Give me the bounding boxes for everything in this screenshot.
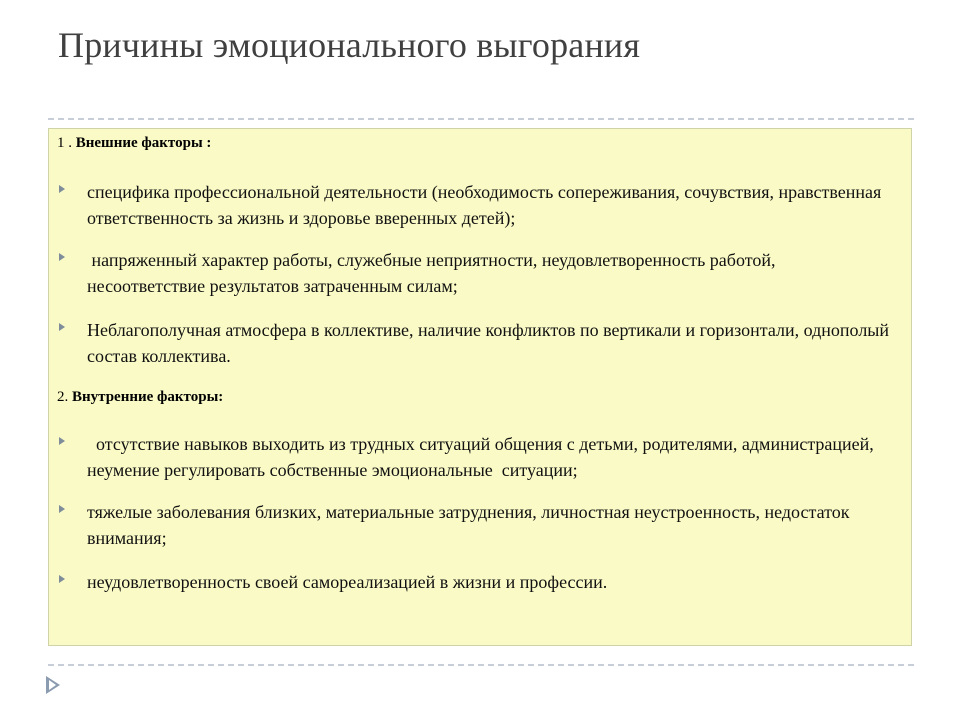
list-item-text: напряженный характер работы, служебные неприятности, неудовлетворенность работой, несоответствие результатов затраченным силам; <box>87 250 780 296</box>
next-slide-arrow-icon[interactable] <box>46 676 60 694</box>
list-item <box>57 431 897 483</box>
section-label-internal: Внутренние факторы: <box>72 389 224 405</box>
list-item <box>57 499 897 551</box>
section-number-internal: 2. <box>57 389 72 405</box>
list-item <box>57 569 897 595</box>
section-number-external: 1 . <box>57 135 76 151</box>
list-item-text: специфика профессиональной деятельности (необходимость сопереживания, сочувствия, нравственная ответственность за жизнь и здоровье вверенных детей); <box>87 182 886 228</box>
section-heading-internal <box>57 389 223 406</box>
list-item <box>57 179 897 231</box>
list-item <box>57 317 897 369</box>
triangle-bullet-icon <box>59 185 65 193</box>
list-item-text: отсутствие навыков выходить из трудных ситуаций общения с детьми, родителями, администрацией, неумение регулировать собственные эмоциональные ситуации; <box>87 434 879 480</box>
content-box <box>48 128 912 646</box>
triangle-bullet-icon <box>59 437 65 445</box>
section-heading-external <box>57 135 211 152</box>
bottom-divider <box>48 664 914 666</box>
section-label-external: Внешние факторы : <box>75 135 212 151</box>
list-item <box>57 247 897 299</box>
list-item-text: Неблагополучная атмосфера в коллективе, наличие конфликтов по вертикали и горизонтали, однополый состав коллектива. <box>87 320 894 366</box>
list-item-text: неудовлетворенность своей самореализацией в жизни и профессии. <box>87 572 608 592</box>
triangle-bullet-icon <box>59 575 65 583</box>
triangle-bullet-icon <box>59 505 65 513</box>
triangle-bullet-icon <box>59 323 65 331</box>
slide-title: Причины эмоционального выгорания <box>58 25 641 65</box>
list-item-text: тяжелые заболевания близких, материальные затруднения, личностная неустроенность, недостаток внимания; <box>87 502 854 548</box>
triangle-bullet-icon <box>59 253 65 261</box>
top-divider <box>48 118 914 120</box>
